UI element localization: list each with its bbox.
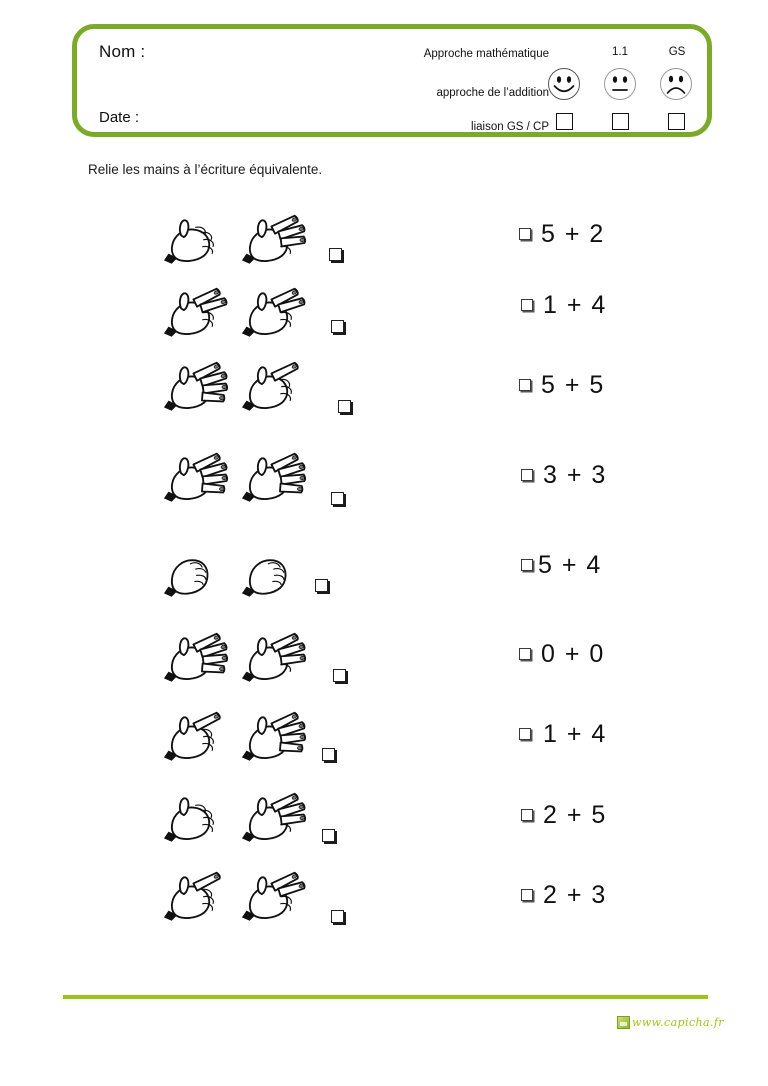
hand-row-connector-checkbox[interactable] (333, 669, 346, 682)
exercise-instruction: Relie les mains à l’écriture équivalente. (88, 162, 323, 177)
hand-pair (160, 623, 325, 689)
right-hand-icon (238, 443, 312, 509)
hand-row-connector-checkbox[interactable] (315, 579, 328, 592)
equation-connector-checkbox[interactable] (521, 299, 533, 311)
hand-pair (160, 702, 325, 768)
capicha-logo-icon (617, 1016, 630, 1029)
equation-text: 5 + 4 (538, 551, 602, 579)
hand-row-connector-checkbox[interactable] (322, 748, 335, 761)
equation-text: 5 + 5 (541, 371, 605, 399)
footer-divider (63, 995, 708, 999)
hand-pair (160, 205, 325, 271)
equation-connector-checkbox[interactable] (519, 228, 531, 240)
equation-text: 0 + 0 (541, 640, 605, 668)
right-hand-icon (238, 862, 312, 928)
equation-connector-checkbox[interactable] (521, 889, 533, 901)
equation-text: 2 + 3 (543, 881, 607, 909)
equation-connector-checkbox[interactable] (519, 379, 531, 391)
hand-row-connector-checkbox[interactable] (331, 492, 344, 505)
hand-pair (160, 538, 325, 604)
right-hand-icon (238, 352, 312, 418)
equation-connector-checkbox[interactable] (521, 809, 533, 821)
equation-text: 1 + 4 (543, 291, 607, 319)
footer-site-credit (617, 1013, 724, 1031)
version-label: 1.1 (612, 46, 628, 58)
subject-line: Approche mathématique (423, 48, 549, 60)
equation-connector-checkbox[interactable] (521, 469, 533, 481)
left-hand-icon (160, 538, 234, 604)
equation-text: 1 + 4 (543, 720, 607, 748)
left-hand-icon (160, 783, 234, 849)
equation-text: 3 + 3 (543, 461, 607, 489)
hand-pair (160, 443, 325, 509)
right-hand-icon (238, 702, 312, 768)
hand-row-connector-checkbox[interactable] (331, 910, 344, 923)
left-hand-icon (160, 702, 234, 768)
equation-connector-checkbox[interactable] (519, 728, 531, 740)
left-hand-icon (160, 623, 234, 689)
hand-pair (160, 278, 325, 344)
topic-line: approche de l’addition (436, 87, 549, 99)
right-hand-icon (238, 623, 312, 689)
hand-pair (160, 862, 325, 928)
equation-text: 5 + 2 (541, 220, 605, 248)
level-line: liaison GS / CP (471, 121, 549, 133)
footer-site-text: www.capicha.fr (632, 1015, 724, 1029)
equation-connector-checkbox[interactable] (521, 559, 533, 571)
right-hand-icon (238, 783, 312, 849)
date-label: Date : (99, 109, 140, 126)
right-hand-icon (238, 205, 312, 271)
left-hand-icon (160, 205, 234, 271)
class-label: GS (668, 46, 686, 58)
left-hand-icon (160, 862, 234, 928)
equation-text: 2 + 5 (543, 801, 607, 829)
hand-pair (160, 783, 325, 849)
equation-connector-checkbox[interactable] (519, 648, 531, 660)
hand-pair (160, 352, 325, 418)
left-hand-icon (160, 443, 234, 509)
hand-row-connector-checkbox[interactable] (331, 320, 344, 333)
hand-row-connector-checkbox[interactable] (329, 248, 342, 261)
hand-row-connector-checkbox[interactable] (322, 829, 335, 842)
hand-row-connector-checkbox[interactable] (338, 400, 351, 413)
right-hand-icon (238, 278, 312, 344)
right-hand-icon (238, 538, 312, 604)
left-hand-icon (160, 352, 234, 418)
left-hand-icon (160, 278, 234, 344)
name-label: Nom : (99, 42, 146, 61)
